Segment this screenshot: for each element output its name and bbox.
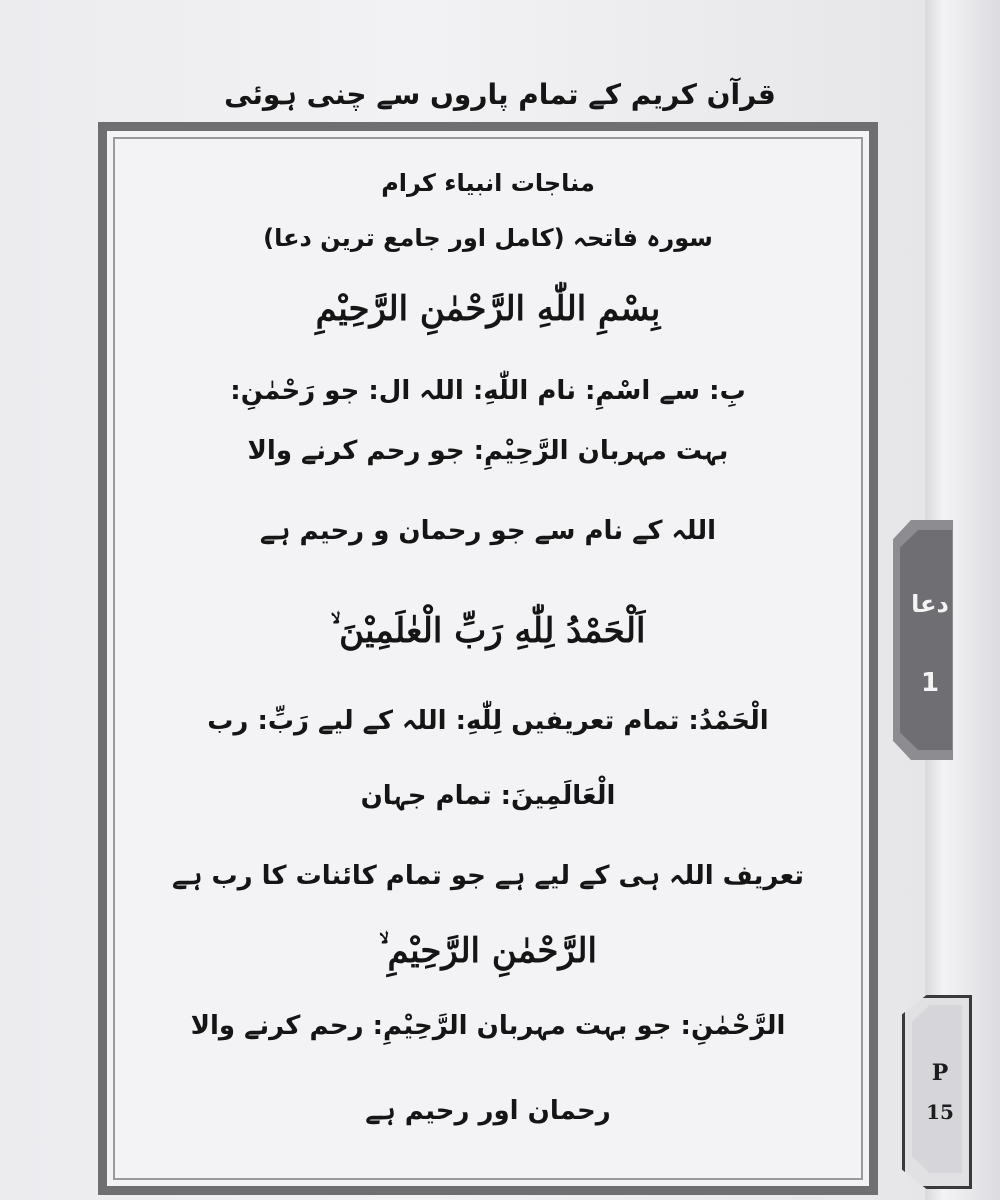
- ayah-bismillah: بِسْمِ اللّٰهِ الرَّحْمٰنِ الرَّحِيْمِ: [315, 289, 661, 329]
- gloss-line: الْحَمْدُ: تمام تعریفیں لِلّٰهِ: اللہ کے لیے رَبِّ: رب: [207, 706, 769, 736]
- ayah-alhamd: اَلْحَمْدُ لِلّٰهِ رَبِّ الْعٰلَمِيْنَ ۙ: [330, 611, 646, 651]
- side-tab-label: دعا: [911, 590, 949, 618]
- translation-line: رحمان اور رحیم ہے: [365, 1096, 611, 1126]
- subtitle-surah-fatiha: سورہ فاتحہ (کامل اور جامع ترین دعا): [263, 224, 713, 252]
- content-frame: [98, 122, 878, 1195]
- gloss-line: بِ: سے اسْمِ: نام اللّٰهِ: اللہ ال: جو رَحْمٰنِ:: [230, 376, 746, 406]
- side-tab-number: 1: [920, 668, 940, 698]
- page-number-marker-inner: [912, 1005, 962, 1173]
- translation-line: تعریف اللہ ہی کے لیے ہے جو تمام کائنات کا رب ہے: [171, 861, 805, 891]
- page-header: قرآن کریم کے تمام پاروں سے چنی ہوئی: [224, 78, 776, 111]
- gloss-line: بہت مہربان الرَّحِيْمِ: جو رحم کرنے والا: [247, 436, 729, 466]
- ayah-rahman-rahim: الرَّحْمٰنِ الرَّحِيْمِ ۙ: [379, 931, 597, 971]
- gloss-line: الرَّحْمٰنِ: جو بہت مہربان الرَّحِيْمِ: رحم کرنے والا: [190, 1011, 786, 1041]
- page-marker-label: P: [931, 1060, 949, 1086]
- translation-line: اللہ کے نام سے جو رحمان و رحیم ہے: [259, 516, 717, 546]
- subtitle-munajat: مناجات انبیاء کرام: [381, 169, 595, 197]
- gloss-line: الْعَالَمِينَ: تمام جہان: [360, 781, 616, 811]
- dua-side-tab-inner: [900, 530, 952, 750]
- page-number: 15: [926, 1100, 954, 1124]
